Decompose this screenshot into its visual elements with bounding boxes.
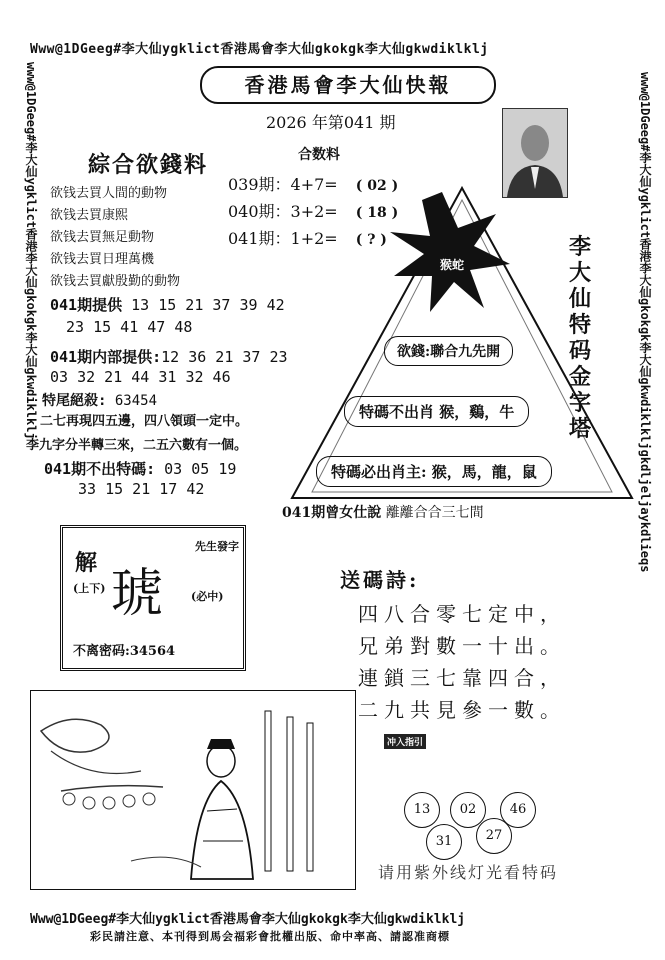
- formula-label: 041期：1+2=: [228, 229, 338, 248]
- provide-numbers: 13 15 21 37 39 42: [131, 296, 285, 314]
- poem-line: 兄弟對數一十出。: [358, 634, 566, 658]
- riddle-line: 欲钱去買康熙: [50, 208, 129, 223]
- formula-label: 040期：3+2=: [228, 202, 338, 221]
- number-ball: 46: [500, 792, 536, 828]
- provide-row: [50, 294, 285, 315]
- no-special-row: [44, 458, 236, 479]
- pyramid-side-title: 李大仙特码金字塔: [568, 234, 591, 442]
- pyramid-row-1-label: 欲錢:: [397, 344, 431, 360]
- footer-note: 彩民請注意、本刊得到馬会福彩會批權出版、命中率高、請認准商標: [90, 930, 450, 943]
- number-ball: 13: [404, 792, 440, 828]
- internal-numbers-2: 03 32 21 44 31 32 46: [50, 368, 231, 386]
- internal-numbers: 12 36 21 37 23: [161, 348, 288, 366]
- pyramid-row-2: [344, 396, 529, 427]
- watermark-left: www@1DGeeg#李大仙ygklict香港李大仙gkokgk李大仙gkwdiklklj: [24, 62, 38, 440]
- poem-line: 二九共見參一數。: [358, 698, 566, 722]
- guess-side-top: 先生發字: [195, 540, 239, 553]
- issue-suffix: 期: [379, 113, 396, 132]
- guess-code-value: 34564: [129, 644, 176, 659]
- poem-line: 連鎖三七靠四合，: [358, 666, 566, 690]
- issue-number: 041: [343, 113, 375, 132]
- tail-kill-value: 63454: [114, 393, 158, 409]
- formula-answer: ( 02 ): [355, 178, 399, 194]
- pyramid-row-3-label: 特碼必出肖主:: [331, 463, 427, 481]
- issue-year: 2026: [266, 113, 307, 132]
- riddle-line: 欲钱去買無足動物: [50, 230, 155, 245]
- number-ball: 31: [426, 824, 462, 860]
- guess-code-label: 不离密码:: [73, 644, 130, 659]
- provide-label: 041期提供: [50, 296, 123, 314]
- riddle-title: 綜合欲錢料: [88, 152, 209, 178]
- star-text: 猴蛇: [440, 258, 465, 272]
- provide-numbers-2: 23 15 41 47 48: [66, 318, 193, 336]
- page-title: 香港馬會李大仙快報: [200, 66, 496, 104]
- riddle-line: 欲钱去買人間的動物: [50, 186, 168, 201]
- issue-label: 年第: [311, 113, 344, 132]
- tail-kill-label: 特尾絕殺:: [42, 393, 107, 409]
- riddle-line: 欲钱去買獻殷勤的動物: [50, 274, 181, 289]
- sticker-label: 冲入指引: [384, 734, 426, 749]
- riddle-line: 欲钱去買日理萬機: [50, 252, 155, 267]
- guess-main-char: 琥: [111, 564, 164, 624]
- internal-label: 041期内部提供:: [50, 348, 162, 366]
- poem-title: 送碼詩:: [340, 568, 420, 592]
- tail-kill-row: [42, 390, 157, 410]
- number-ball: 02: [450, 792, 486, 828]
- heshu-label: 合数料: [298, 147, 340, 163]
- pyramid-row-3: [316, 456, 552, 487]
- no-special-numbers: 03 05 19: [164, 460, 237, 478]
- internal-row: [50, 346, 288, 367]
- watermark-right: www@1DGeeg#李大仙ygklict香港李大仙gkokgk李大仙gkwdiklkljgkdljeljaykdlieqs: [638, 72, 652, 573]
- issue-line: [266, 110, 395, 133]
- lady-value: 離離合合三七間: [385, 505, 484, 521]
- lady-label: 041期曾女仕說: [282, 505, 382, 521]
- scholar-icon: [31, 691, 355, 889]
- pyramid-row-2-label: 特碼不出肖: [359, 403, 435, 421]
- pyramid-row-2-value: 猴，鷄，牛: [439, 403, 515, 421]
- note-line: 李九字分半轉三來，二五六數有一個。: [26, 438, 248, 453]
- guess-side-bottom: (必中): [191, 590, 224, 603]
- guess-jie: 解: [75, 550, 98, 576]
- formula-label: 039期：4+7=: [228, 175, 338, 194]
- scholar-illustration: [30, 690, 356, 890]
- guess-box: [60, 525, 246, 671]
- formula-answer: ( 18 ): [355, 205, 399, 221]
- uv-note: 请用紫外线灯光看特码: [378, 863, 559, 882]
- pyramid-row-1-value: 聯合九先開: [430, 344, 501, 360]
- watermark-bottom: Www@1DGeeg#李大仙ygklict香港馬會李大仙gkokgk李大仙gkwdiklklj: [30, 912, 466, 927]
- watermark-top: Www@1DGeeg#李大仙ygklict香港馬會李大仙gkokgk李大仙gkwdiklklj: [30, 42, 489, 57]
- note-line: 二七再現四五邊，四八領頭一定中。: [40, 414, 249, 429]
- pyramid-row-3-value: 猴，馬，龍，鼠: [431, 463, 537, 481]
- poem-line: 四八合零七定中，: [358, 602, 566, 626]
- lady-row: [282, 502, 484, 522]
- no-special-label: 041期不出特碼:: [44, 460, 156, 478]
- pyramid-row-1: [384, 336, 513, 366]
- guess-code-row: [73, 640, 175, 659]
- no-special-numbers-2: 33 15 21 17 42: [78, 480, 205, 498]
- formula-answer: ( ? ): [355, 232, 387, 248]
- guess-updown: (上下): [73, 582, 106, 595]
- number-ball: 27: [476, 818, 512, 854]
